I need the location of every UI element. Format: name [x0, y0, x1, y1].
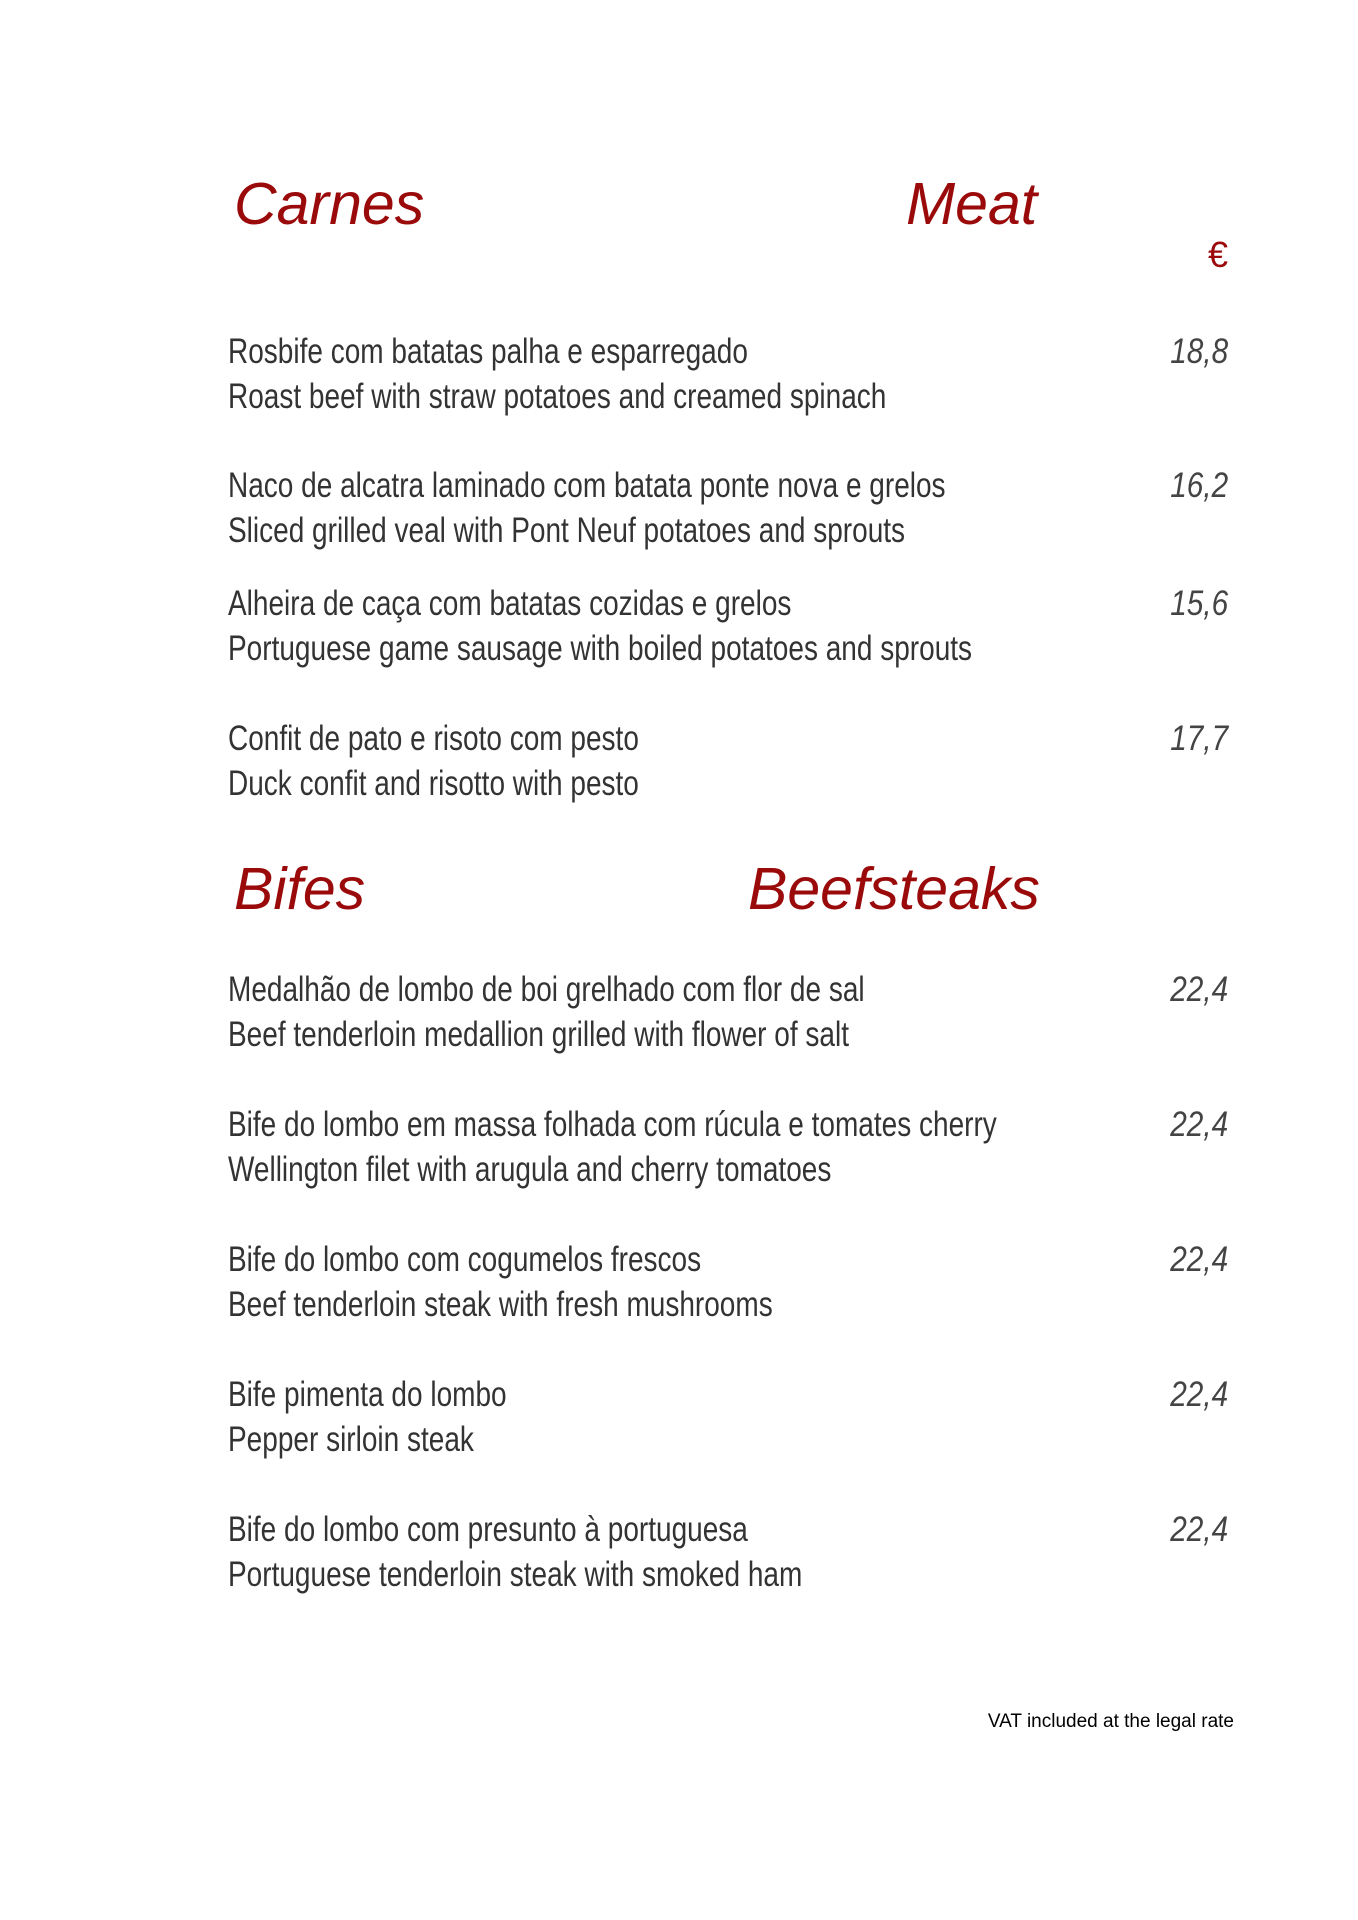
section-title-en-beefsteaks: Beefsteaks — [748, 856, 1040, 922]
menu-item-rosbife — [228, 329, 1228, 419]
item-name-pt: Bife do lombo em massa folhada com rúcula e tomates cherry — [228, 1105, 997, 1144]
menu-item-bife-massa-folhada — [228, 1102, 1228, 1192]
item-name-pt: Medalhão de lombo de boi grelhado com flor de sal — [228, 970, 865, 1009]
item-price: 16,2 — [1170, 466, 1228, 505]
item-name-pt: Rosbife com batatas palha e esparregado — [228, 332, 748, 371]
item-name-pt: Bife do lombo com presunto à portuguesa — [228, 1510, 748, 1549]
item-price: 17,7 — [1170, 719, 1228, 758]
item-name-en: Roast beef with straw potatoes and creamed spinach — [228, 377, 887, 416]
item-price: 22,4 — [1170, 970, 1228, 1009]
item-price: 22,4 — [1170, 1105, 1228, 1144]
menu-item-bife-presunto — [228, 1507, 1228, 1597]
menu-item-confit-de-pato — [228, 716, 1228, 806]
menu-item-naco-de-alcatra — [228, 463, 1228, 553]
section-title-pt-bifes: Bifes — [234, 856, 366, 922]
item-name-en: Beef tenderloin medallion grilled with flower of salt — [228, 1015, 849, 1054]
section-title-en-meat: Meat — [906, 171, 1038, 237]
vat-footnote: VAT included at the legal rate — [987, 1711, 1234, 1732]
item-price: 18,8 — [1170, 332, 1228, 371]
menu-item-bife-pimenta — [228, 1372, 1228, 1462]
item-name-pt: Alheira de caça com batatas cozidas e grelos — [228, 584, 792, 623]
item-price: 22,4 — [1170, 1240, 1228, 1279]
item-price: 22,4 — [1170, 1510, 1228, 1549]
item-name-pt: Confit de pato e risoto com pesto — [228, 719, 639, 758]
item-price: 22,4 — [1170, 1375, 1228, 1414]
item-name-pt: Bife pimenta do lombo — [228, 1375, 507, 1414]
section-title-pt-carnes: Carnes — [234, 171, 425, 237]
item-name-en: Duck confit and risotto with pesto — [228, 764, 639, 803]
currency-symbol: € — [1208, 234, 1229, 275]
item-name-en: Sliced grilled veal with Pont Neuf potatoes and sprouts — [228, 511, 906, 550]
item-name-en: Portuguese game sausage with boiled potatoes and sprouts — [228, 629, 973, 668]
item-name-en: Beef tenderloin steak with fresh mushrooms — [228, 1285, 773, 1324]
item-name-en: Portuguese tenderloin steak with smoked ham — [228, 1555, 803, 1594]
menu-item-medalhao — [228, 967, 1228, 1057]
item-name-en: Wellington filet with arugula and cherry tomatoes — [228, 1150, 832, 1189]
item-name-en: Pepper sirloin steak — [228, 1420, 474, 1459]
menu-item-alheira — [228, 581, 1228, 671]
menu-item-bife-cogumelos — [228, 1237, 1228, 1327]
item-name-pt: Bife do lombo com cogumelos frescos — [228, 1240, 702, 1279]
item-name-pt: Naco de alcatra laminado com batata ponte nova e grelos — [228, 466, 946, 505]
item-price: 15,6 — [1170, 584, 1228, 623]
